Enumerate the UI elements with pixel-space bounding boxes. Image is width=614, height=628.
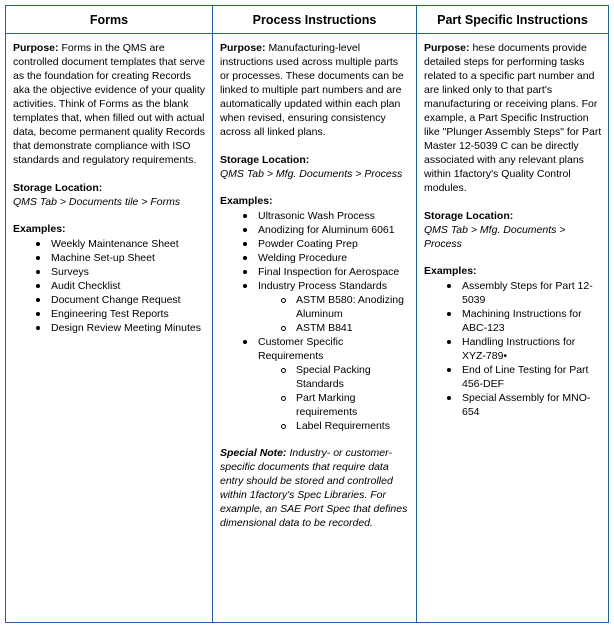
sub-list-item: ASTM B580: Anodizing Aluminum	[296, 293, 410, 321]
examples-label: Examples:	[13, 223, 66, 235]
forms-storage	[13, 181, 206, 209]
list-item: Powder Coating Prep	[258, 237, 410, 251]
list-item-label: Customer Specific Requirements	[258, 336, 344, 362]
list-item: Ultrasonic Wash Process	[258, 209, 410, 223]
column-process-instructions	[213, 34, 417, 622]
list-item: Anodizing for Aluminum 6061	[258, 223, 410, 237]
sub-list-item: Part Marking requirements	[296, 391, 410, 419]
list-item	[258, 279, 410, 335]
part-purpose-text: hese documents provide detailed steps for performing tasks related to a specific part number and are linked only to that part's manufacturing or receiving plans. For example, a Part Specific Instruction like "Plunger Assembly Steps" for Part Master 12-5039 C can be directly associated with any relevant plans within 1factory's Quality Control modules.	[424, 42, 602, 194]
part-examples-list	[424, 279, 602, 419]
header-forms: Forms	[6, 6, 213, 34]
comparison-table	[5, 5, 609, 623]
part-storage-path: QMS Tab > Mfg. Documents > Process	[424, 224, 566, 250]
purpose-label: Purpose:	[13, 42, 59, 54]
forms-purpose-text: Forms in the QMS are controlled document templates that serve as the foundation for creating Records aka the objective evidence of your quality activities. Think of Forms as the blank templates that, when filled out with actual data, become permanent quality Records that demonstrate compliance with ISO standards and regulatory requirements.	[13, 42, 206, 166]
list-item: Engineering Test Reports	[51, 307, 206, 321]
list-item: Special Assembly for MNO-654	[462, 391, 602, 419]
examples-label: Examples:	[424, 265, 477, 277]
list-item: Welding Procedure	[258, 251, 410, 265]
list-item-label: Industry Process Standards	[258, 280, 387, 292]
column-part-specific-instructions	[417, 34, 608, 622]
list-item: Machine Set-up Sheet	[51, 251, 206, 265]
header-part-specific-instructions: Part Specific Instructions	[417, 6, 608, 34]
storage-label: Storage Location:	[424, 210, 514, 222]
forms-examples-list	[13, 237, 206, 335]
sub-list-item: Special Packing Standards	[296, 363, 410, 391]
list-item: Machining Instructions for ABC-123	[462, 307, 602, 335]
list-item: Design Review Meeting Minutes	[51, 321, 206, 335]
special-note-text: Industry- or customer-specific documents that require data entry should be stored and controlled within 1factory's Spec Libraries. For example, an SAE Port Spec that defines dimensional data to be recorded.	[220, 447, 408, 529]
list-item: Audit Checklist	[51, 279, 206, 293]
list-item: Document Change Request	[51, 293, 206, 307]
special-note-label: Special Note:	[220, 447, 287, 459]
process-examples-list	[220, 209, 410, 433]
process-storage-path: QMS Tab > Mfg. Documents > Process	[220, 168, 403, 180]
list-item: Handling Instructions for XYZ-789•	[462, 335, 602, 363]
part-purpose	[424, 41, 602, 195]
forms-storage-path: QMS Tab > Documents tile > Forms	[13, 196, 181, 208]
sub-list-item: ASTM B841	[296, 321, 410, 335]
forms-examples	[13, 222, 206, 335]
column-forms	[6, 34, 213, 622]
industry-standards-sublist	[258, 293, 410, 335]
header-process-instructions: Process Instructions	[213, 6, 417, 34]
storage-label: Storage Location:	[220, 154, 310, 166]
list-item	[258, 335, 410, 433]
process-examples	[220, 194, 410, 433]
forms-purpose	[13, 41, 206, 167]
part-examples	[424, 264, 602, 419]
customer-requirements-sublist	[258, 363, 410, 433]
process-purpose	[220, 41, 410, 139]
process-purpose-text: Manufacturing-level instructions used across multiple parts or processes. These documents can be linked to multiple part numbers and are automatically updated within each plan when revised, ensuring consistency across all linked plans.	[220, 42, 404, 138]
purpose-label: Purpose:	[220, 42, 266, 54]
special-note	[220, 446, 410, 530]
list-item: End of Line Testing for Part 456-DEF	[462, 363, 602, 391]
sub-list-item: Label Requirements	[296, 419, 410, 433]
list-item: Assembly Steps for Part 12-5039	[462, 279, 602, 307]
examples-label: Examples:	[220, 195, 273, 207]
process-storage	[220, 153, 410, 181]
part-storage	[424, 209, 602, 251]
list-item: Final Inspection for Aerospace	[258, 265, 410, 279]
list-item: Weekly Maintenance Sheet	[51, 237, 206, 251]
storage-label: Storage Location:	[13, 182, 103, 194]
list-item: Surveys	[51, 265, 206, 279]
purpose-label: Purpose:	[424, 42, 470, 54]
